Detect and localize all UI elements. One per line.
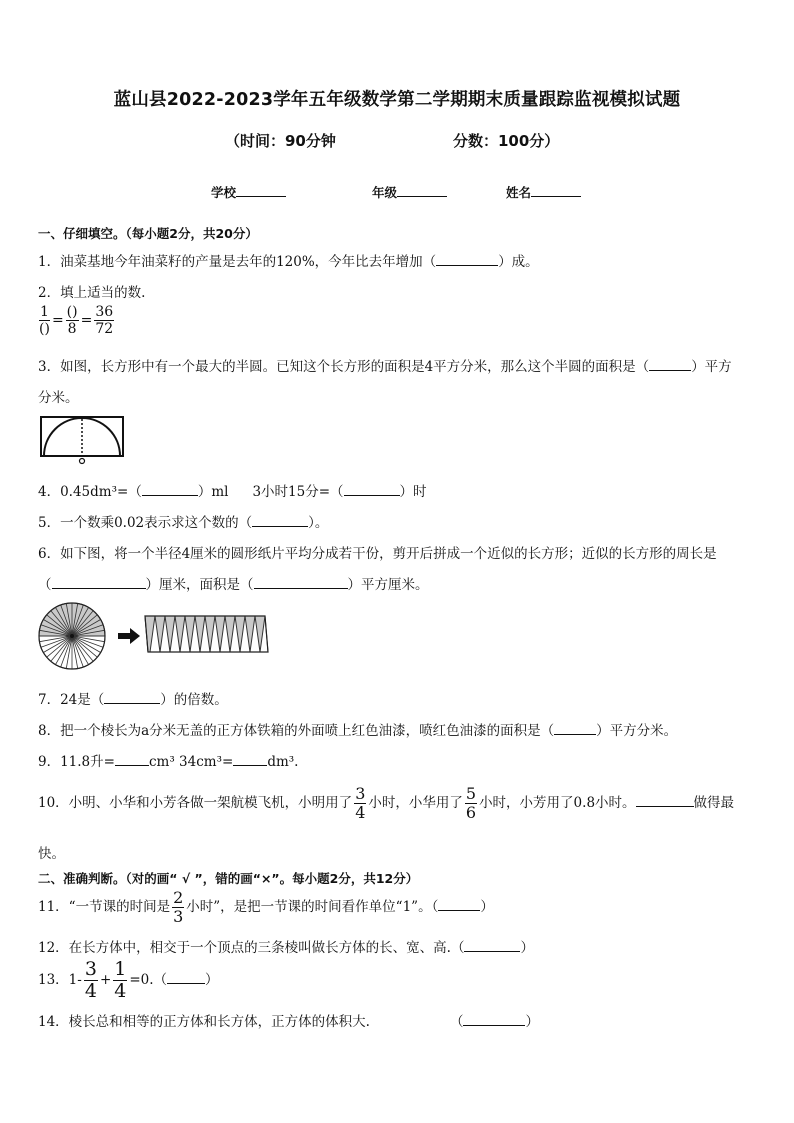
answer-blank[interactable] bbox=[252, 514, 308, 527]
question-3-line2: 分米。 bbox=[38, 390, 79, 406]
answer-blank[interactable] bbox=[233, 753, 267, 766]
answer-blank[interactable] bbox=[464, 939, 520, 952]
name-field[interactable] bbox=[506, 183, 581, 201]
question-1: 1．油菜基地今年油菜籽的产量是去年的120%，今年比去年增加（ ）成。 bbox=[38, 254, 539, 270]
answer-blank[interactable] bbox=[436, 253, 498, 266]
grade-label: 年级 bbox=[372, 185, 398, 200]
exam-score: 分数：100分） bbox=[453, 132, 560, 150]
answer-blank[interactable] bbox=[463, 1013, 525, 1026]
question-14: 14．棱长总和相等的正方体和长方体，正方体的体积大. （ ） bbox=[38, 1014, 539, 1030]
question-12: 12．在长方体中，相交于一个顶点的三条棱叫做长方体的长、宽、高.（ ） bbox=[38, 940, 534, 956]
answer-blank[interactable] bbox=[52, 576, 146, 589]
answer-blank[interactable] bbox=[142, 483, 198, 496]
question-6-line2: （ ）厘米，面积是（ ）平方厘米。 bbox=[38, 577, 429, 593]
answer-blank[interactable] bbox=[636, 794, 694, 807]
school-field[interactable] bbox=[211, 183, 286, 201]
page-title: 蓝山县2022-2023学年五年级数学第二学期期末质量跟踪监视模拟试题 bbox=[113, 90, 681, 110]
answer-blank[interactable] bbox=[554, 722, 596, 735]
name-label: 姓名 bbox=[506, 185, 532, 200]
section-2-title: 二、准确判断。（对的画“ √ ”，错的画“×”。每小题2分，共12分） bbox=[38, 871, 419, 886]
answer-blank[interactable] bbox=[115, 753, 149, 766]
question-2: 2．填上适当的数. bbox=[38, 285, 146, 301]
question-8: 8．把一个棱长为a分米无盖的正方体铁箱的外面喷上红色油漆，喷红色油漆的面积是（ ）平方分米。 bbox=[38, 723, 678, 739]
approximate-rectangle bbox=[145, 616, 268, 652]
answer-blank[interactable] bbox=[344, 483, 400, 496]
question-5: 5．一个数乘0.02表示求这个数的（ ）。 bbox=[38, 515, 329, 531]
question-3: 3．如图，长方形中有一个最大的半圆。已知这个长方形的面积是4平方分米，那么这个半圆的面积是（ ）平方 bbox=[38, 359, 732, 375]
exam-time: （时间：90分钟 bbox=[225, 132, 336, 150]
question-7: 7．24是（ ）的倍数。 bbox=[38, 692, 228, 708]
question-9: 9．11.8升= cm³ 34cm³= dm³. bbox=[38, 754, 299, 770]
answer-blank[interactable] bbox=[438, 898, 480, 911]
semicircle-in-rectangle-figure bbox=[38, 413, 128, 467]
question-10-line2: 快。 bbox=[38, 846, 65, 862]
circle-to-rectangle-figure bbox=[36, 602, 308, 672]
section-1-title: 一、仔细填空。（每小题2分，共20分） bbox=[38, 226, 258, 241]
grade-field[interactable] bbox=[372, 183, 447, 201]
question-2-fractions: $\frac{1}{()}$ = $\frac{()}{8}$ = $\frac{36}{72}$ bbox=[39, 304, 114, 337]
answer-blank[interactable] bbox=[167, 971, 205, 984]
question-13: 13．1- $\frac{3}{4}$ + $\frac{1}{4}$ =0.（ ） bbox=[38, 958, 219, 1002]
answer-blank[interactable] bbox=[254, 576, 348, 589]
question-4: 4．0.45dm³=（ ）ml 3小时15分=（ ）时 bbox=[38, 484, 427, 500]
divided-circle bbox=[39, 603, 105, 669]
question-11: 11．“一节课的时间是 $\frac{2}{3}$ 小时”，是把一节课的时间看作单位“1”。（ ） bbox=[38, 888, 494, 926]
school-label: 学校 bbox=[211, 185, 237, 200]
question-6: 6．如下图，将一个半径4厘米的圆形纸片平均分成若干份，剪开后拼成一个近似的长方形；近似的长方形的周长是 bbox=[38, 546, 717, 562]
question-10: 10．小明、小华和小芳各做一架航模飞机，小明用了 $\frac{3}{4}$ 小时，小华用了 $\frac{5}{6}$ 小时，小芳用了0.8小时。 做得最 bbox=[38, 784, 735, 822]
answer-blank[interactable] bbox=[649, 358, 691, 371]
arrow-icon bbox=[118, 628, 140, 644]
answer-blank[interactable] bbox=[104, 691, 160, 704]
